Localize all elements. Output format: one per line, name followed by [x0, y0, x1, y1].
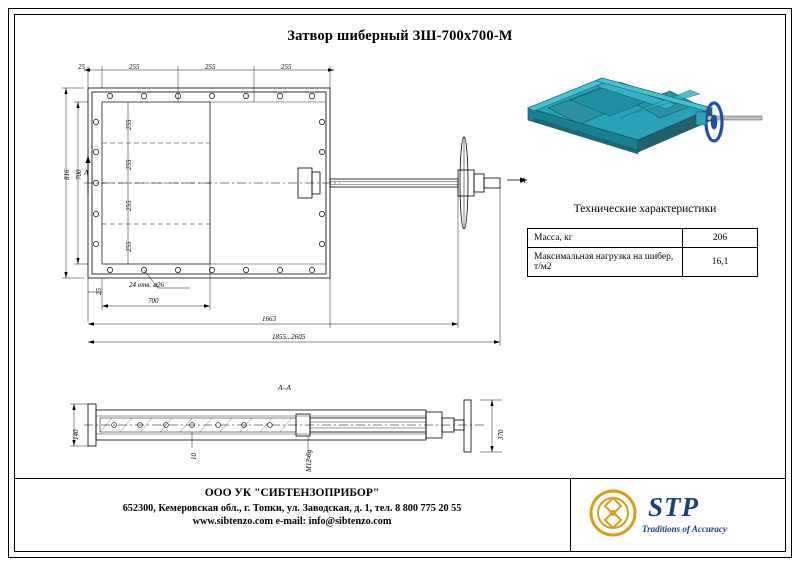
- spec-heading: Технические характеристики: [573, 203, 717, 215]
- dim-overall: 1855...2605: [272, 333, 306, 341]
- page-title: Затвор шиберный ЗШ-700х700-М: [287, 28, 513, 44]
- dim-inner-255-4: 255: [125, 241, 133, 252]
- company-website: www.sibtenzo.com e-mail: info@sibtenzo.com: [192, 516, 392, 528]
- table-row: [528, 248, 758, 277]
- dim-top-25: 25: [78, 63, 85, 71]
- dim-section-370: 370: [497, 429, 505, 440]
- dim-inner-255-1: 255: [125, 119, 133, 130]
- spec-value-mass: 206: [683, 229, 758, 248]
- dim-inner-255-3: 255: [125, 200, 133, 211]
- dim-top-255-3: 255: [281, 63, 292, 71]
- company-block: [16, 486, 568, 529]
- section-arrow-left: [78, 150, 98, 200]
- dim-inner-255-2: 255: [125, 159, 133, 170]
- footer-vertical-divider: [570, 478, 571, 551]
- section-mark-left: А: [84, 168, 89, 177]
- dim-width-700: 700: [148, 297, 159, 305]
- dim-top-255-1: 255: [129, 63, 140, 71]
- logo: [580, 484, 780, 546]
- company-name: ООО УК "СИБТЕНЗОПРИБОР": [204, 487, 380, 499]
- dim-1663: 1663: [262, 315, 276, 323]
- dim-section-10: 10: [190, 453, 198, 460]
- spec-label-load: [528, 248, 683, 277]
- logo-tagline: Traditions of Accuracy: [642, 524, 727, 534]
- holes-note: 24 отв. ⌀26: [129, 281, 165, 289]
- dim-section-140: 140: [72, 429, 80, 440]
- table-row: [528, 229, 758, 248]
- section-title: А–А: [278, 383, 291, 392]
- isometric-model: [510, 60, 780, 190]
- dim-top-255-2: 255: [205, 63, 216, 71]
- dim-left-816: 816: [63, 169, 71, 180]
- logo-mark-icon: [588, 488, 638, 538]
- section-view-drawing: [40, 392, 510, 478]
- spec-label-load-text: Максимальная нагрузка на шибер, т/м2: [534, 252, 674, 272]
- dim-left-700: 700: [75, 169, 83, 180]
- dim-thread: М12-6g: [305, 449, 313, 472]
- company-address: 652300, Кемеровская обл., г. Топки, ул. Заводская, д. 1, тел. 8 800 775 20 55: [122, 502, 462, 514]
- spec-label-mass: Масса, кг: [528, 229, 683, 248]
- footer-divider: [15, 478, 785, 479]
- logo-text: STP: [648, 492, 700, 522]
- spec-table: [527, 228, 758, 277]
- spec-value-load: 16,1: [683, 248, 758, 277]
- dim-corner-25: 25: [95, 288, 103, 295]
